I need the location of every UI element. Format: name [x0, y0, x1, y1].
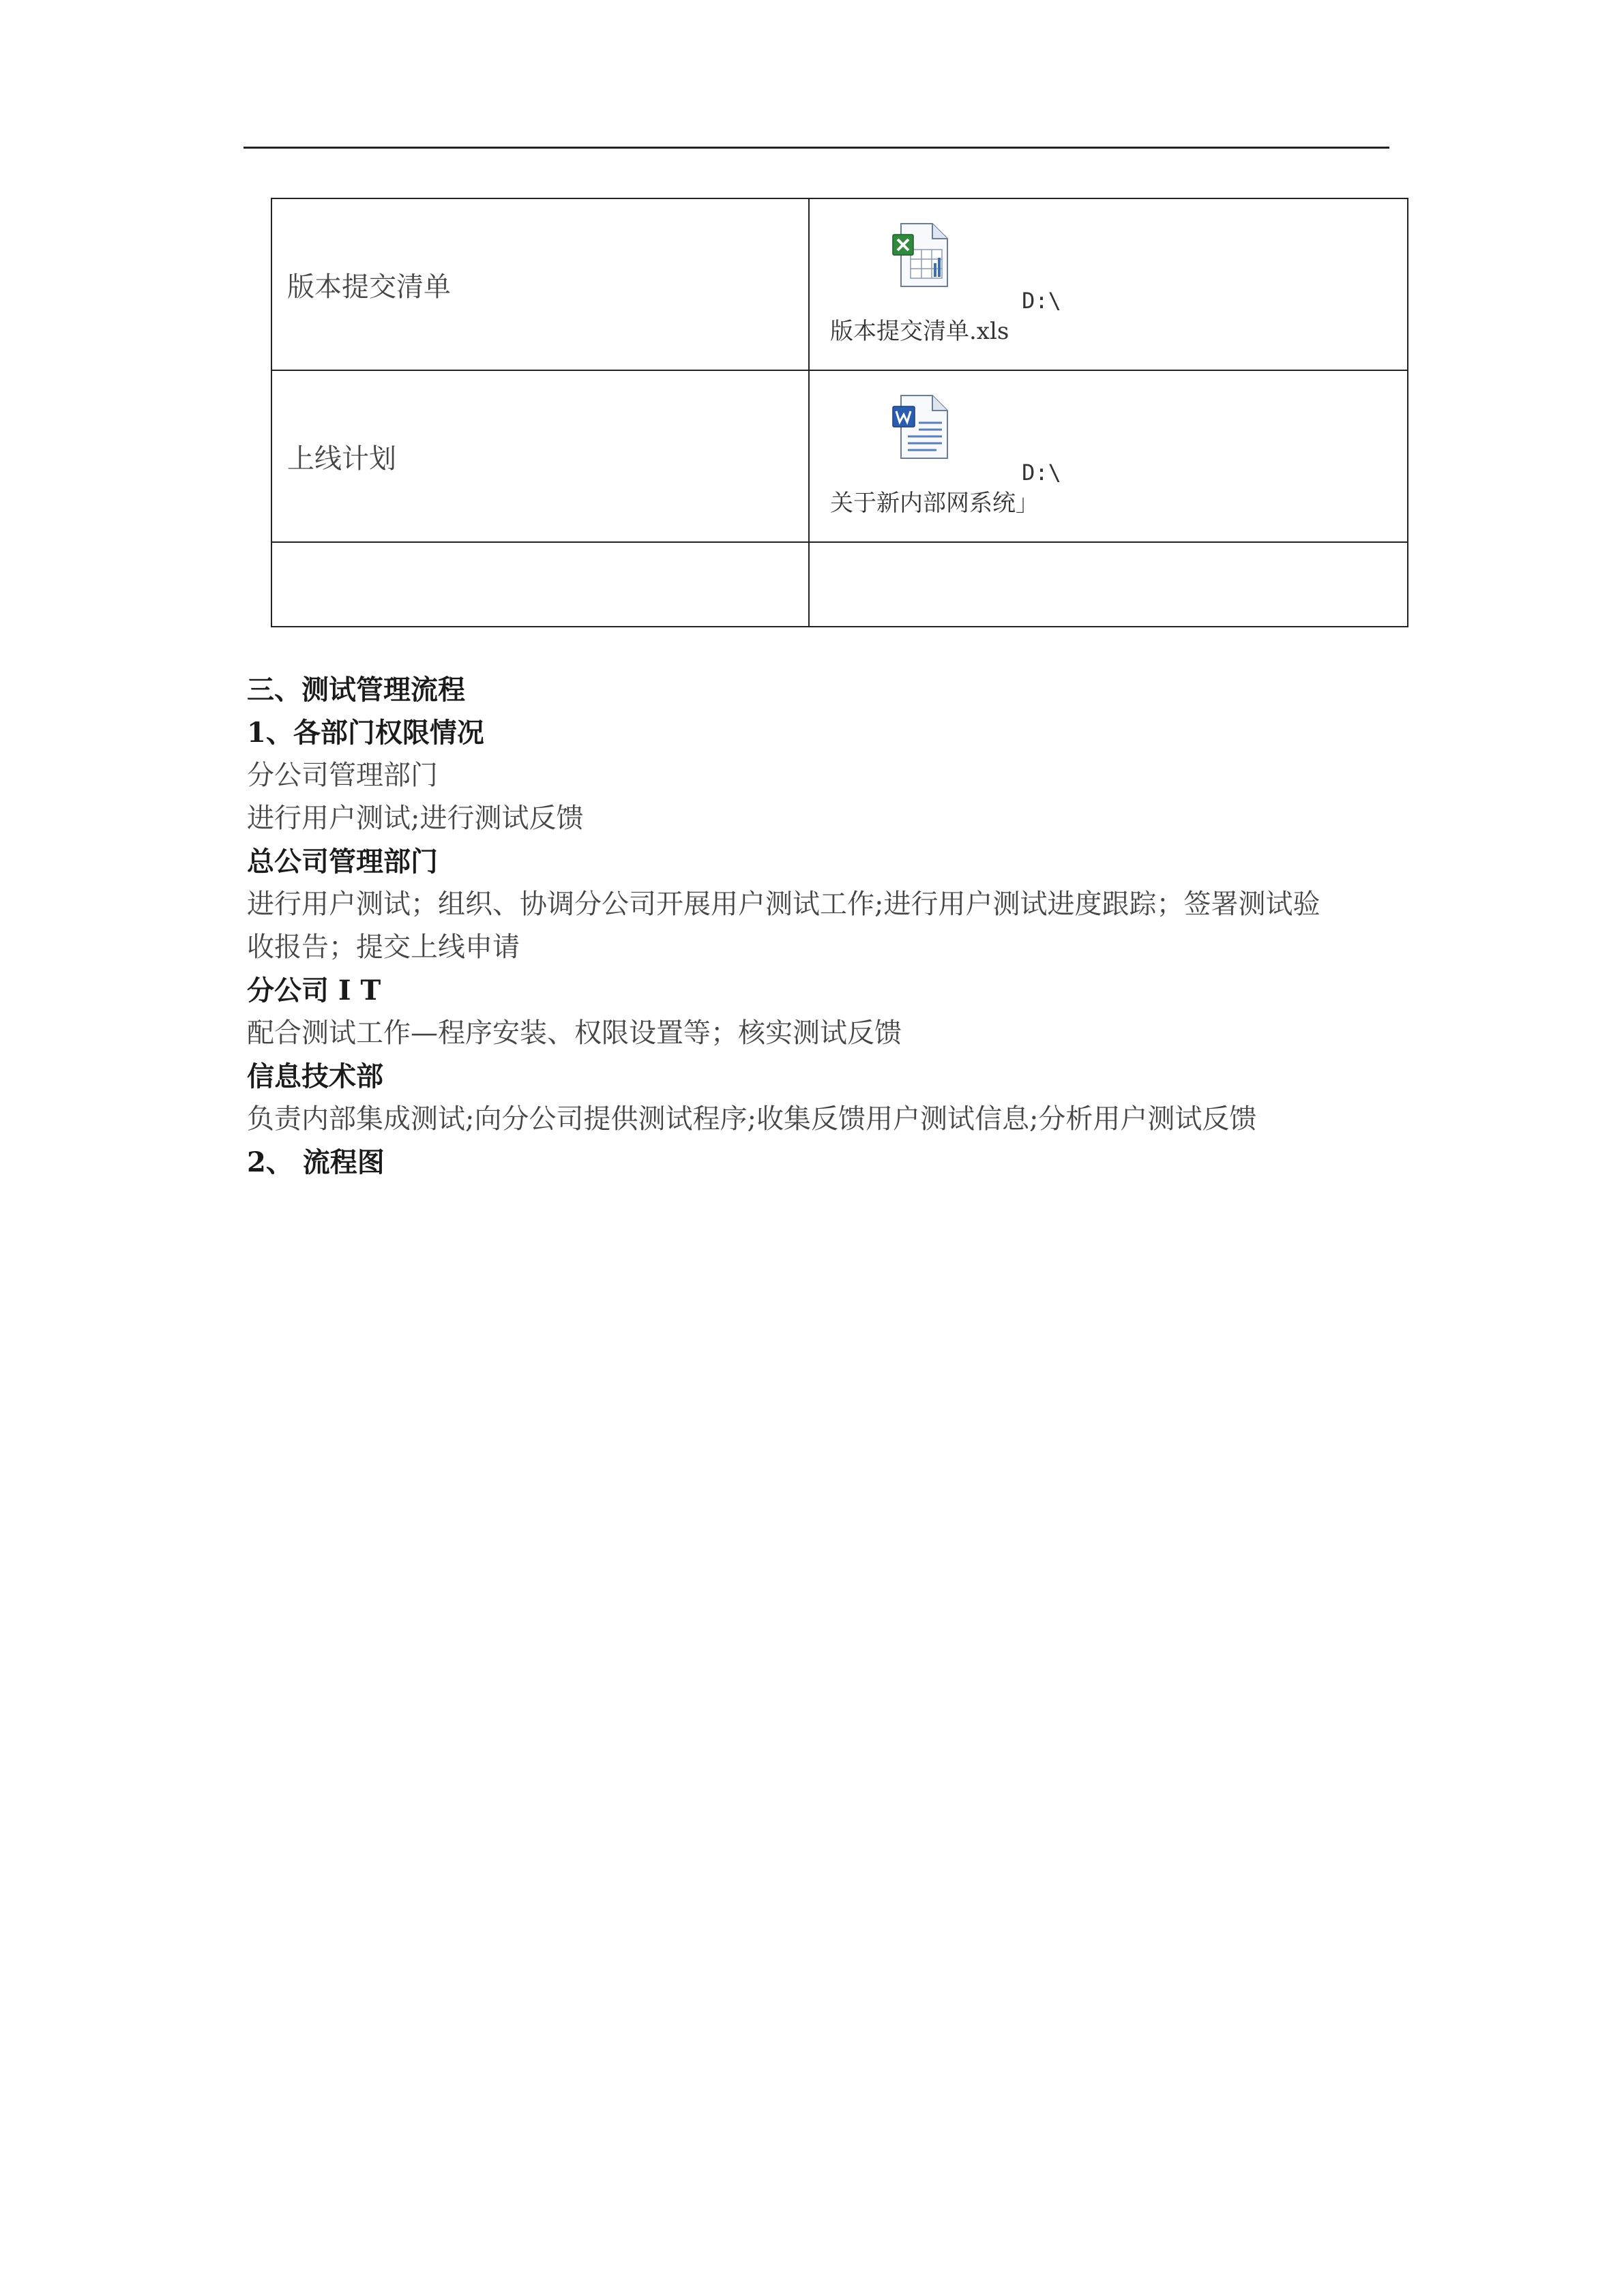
table-row [271, 542, 1408, 627]
attachment-filename: 版本提交清单.xls [830, 318, 1009, 345]
dept-desc: 负责内部集成测试;向分公司提供测试程序;收集反馈用户测试信息;分析用户测试反馈 [247, 1103, 1257, 1135]
table-row [271, 370, 1408, 542]
excel-file-icon[interactable] [891, 222, 949, 288]
word-attachment[interactable] [810, 371, 1407, 541]
dept-name: 总公司管理部门 [247, 846, 438, 878]
row-label: 版本提交清单 [271, 198, 809, 370]
dept-name: 分公司 I T [247, 974, 381, 1007]
subsection-title: 2、 流程图 [247, 1146, 385, 1178]
attachment-table [271, 198, 1408, 627]
attachment-cell [809, 370, 1408, 542]
word-file-icon[interactable] [891, 394, 949, 460]
empty-cell [809, 542, 1408, 627]
attachment-filename: 关于新内部网系统」 [830, 490, 1039, 517]
document-body [247, 668, 1406, 1184]
subsection-title: 1、各部门权限情况 [247, 717, 484, 749]
excel-attachment[interactable] [810, 199, 1407, 370]
dept-desc: 进行用户测试；组织、协调分公司开展用户测试工作;进行用户测试进度跟踪；签署测试验 [247, 889, 1320, 920]
dept-desc: 配合测试工作—程序安装、权限设置等；核实测试反馈 [247, 1017, 902, 1049]
dept-name: 信息技术部 [247, 1060, 383, 1092]
dept-desc: 进行用户测试;进行测试反馈 [247, 803, 584, 834]
attachment-cell [809, 198, 1408, 370]
dept-desc: 收报告；提交上线申请 [247, 931, 520, 963]
table-row [271, 198, 1408, 370]
row-label: 上线计划 [271, 370, 809, 542]
section-title: 三、测试管理流程 [247, 674, 465, 706]
header-rule [243, 147, 1389, 149]
dept-name-text: 分公司管理部门 [247, 760, 438, 791]
attachment-path: D:\ [1022, 460, 1061, 486]
attachment-path: D:\ [1022, 288, 1061, 314]
empty-cell [271, 542, 809, 627]
